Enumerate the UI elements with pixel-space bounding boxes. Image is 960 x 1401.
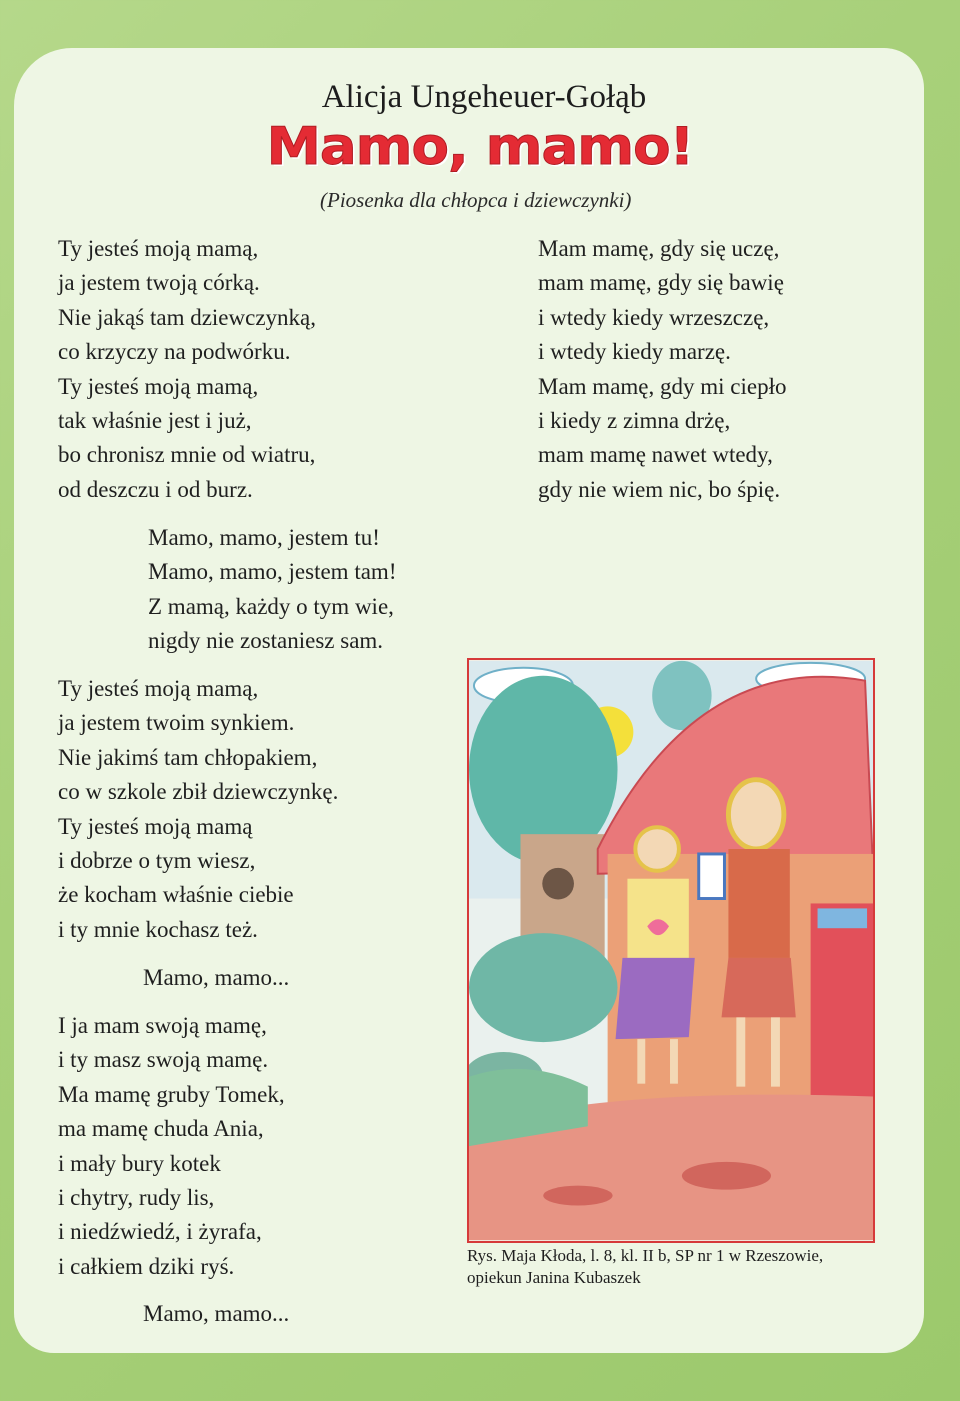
refrain-line: Mamo, mamo, jestem tam! [148,559,397,585]
tree-hollow [542,868,574,900]
verse-line: bo chronisz mnie od wiatru, [58,442,316,468]
verse-line: i wtedy kiedy wrzeszczę, [538,304,770,330]
stanza-2 [58,672,338,947]
stanza-3 [58,1009,285,1284]
window-shape [699,854,725,899]
refrain [148,521,396,659]
verse-line: i mały bury kotek [58,1150,221,1176]
poem-title: Mamo, mamo! [266,117,694,177]
verse-line: Ty jesteś moją mamą, [58,236,259,261]
drawing-svg [469,660,873,1241]
verse-line: tak właśnie jest i już, [58,408,252,434]
girl-head [635,827,679,871]
child-drawing-illustration [467,658,875,1243]
door-shape [811,903,873,1101]
verse-line: mam mamę nawet wtedy, [538,442,773,468]
verse-line: Ma mamę gruby Tomek, [58,1081,285,1107]
drawing-caption [467,1245,823,1289]
stanza-1 [58,232,316,507]
verse-line: i chytry, rudy lis, [58,1185,215,1211]
verse-line: Nie jakimś tam chłopakiem, [58,744,318,770]
verse-line: Mam mamę, gdy mi ciepło [538,373,787,399]
verse-line: i ty mnie kochasz też. [58,916,258,942]
stanza-4 [538,232,786,507]
verse-line: mam mamę, gdy się bawię [538,270,784,296]
verse-line: co krzyczy na podwórku. [58,339,291,365]
verse-line: i niedźwiedź, i żyrafa, [58,1219,262,1245]
verse-line: Mam mamę, gdy się uczę, [538,236,780,261]
girl-shirt [627,879,688,958]
refrain-short-2: Mamo, mamo... [143,1301,290,1326]
refrain-line: nigdy nie zostaniesz sam. [148,628,384,654]
verse-line: I ja mam swoją mamę, [58,1013,267,1038]
verse-line: od deszczu i od burz. [58,476,253,502]
verse-line: gdy nie wiem nic, bo śpię. [538,476,781,502]
verse-line: ma mamę chuda Ania, [58,1116,264,1142]
bush-shape [469,933,618,1042]
verse-line: Ty jesteś moją mamą, [58,676,259,701]
girl-skirt [616,958,695,1039]
verse-line: i wtedy kiedy marzę. [538,339,731,365]
verse-line: Nie jakąś tam dziewczynką, [58,304,316,330]
refrain-short-1: Mamo, mamo... [143,965,290,990]
verse-line: Ty jesteś moją mamą [58,813,253,839]
verse-line: i ty masz swoją mamę. [58,1047,269,1073]
verse-line: i dobrze o tym wiesz, [58,848,256,874]
caption-line: Rys. Maja Kłoda, l. 8, kl. II b, SP nr 1 w Rzeszowie, [467,1246,824,1265]
refrain-line: Z mamą, każdy o tym wie, [148,593,394,619]
author-name: Alicja Ungeheuer-Gołąb [321,79,647,115]
verse-line: i kiedy z zimna drżę, [538,408,731,434]
verse-line: ja jestem twoim synkiem. [58,710,295,736]
verse-line: że kocham właśnie ciebie [58,882,294,908]
mother-shirt [728,849,789,958]
verse-line: i całkiem dziki ryś. [58,1253,235,1279]
verse-line: co w szkole zbił dziewczynkę. [58,779,339,805]
poem-subtitle: (Piosenka dla chłopca i dziewczynki) [320,188,632,212]
mother-skirt [722,958,796,1017]
mother-head [728,780,783,849]
caption-line: opiekun Janina Kubaszek [467,1268,641,1287]
refrain-line: Mamo, mamo, jestem tu! [148,525,380,550]
verse-line: Ty jesteś moją mamą, [58,373,259,399]
verse-line: ja jestem twoją córką. [58,270,260,296]
